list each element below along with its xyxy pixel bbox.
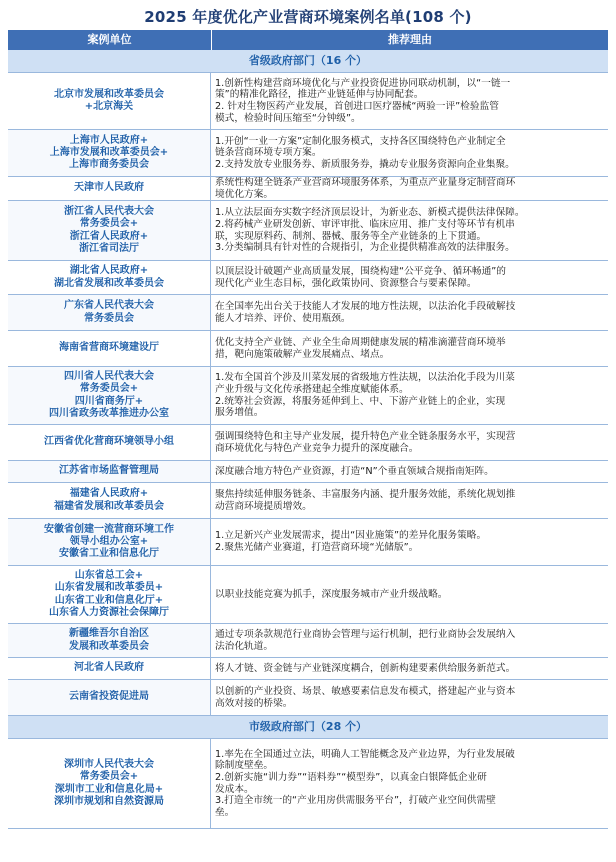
reason-line: 通过专项条款规范行业商协会管理与运行机制，把行业商协会发展纳入 xyxy=(215,628,516,640)
section-rows xyxy=(8,73,608,716)
table-row xyxy=(8,461,608,483)
reason-line: 能人才培养、评价、使用瓶颈。 xyxy=(215,312,351,324)
case-unit-line: 云南省投资促进局 xyxy=(69,691,149,703)
reason-line: 1.发布全国首个涉及川菜发展的省级地方性法规，以法治化手段为川菜 xyxy=(215,372,515,384)
reason-line: 除制度壁垒。 xyxy=(215,760,274,772)
table-row xyxy=(8,367,608,425)
case-unit-line: 浙江省司法厅 xyxy=(79,242,139,254)
case-unit xyxy=(8,739,211,828)
case-unit-line: 湖北省发展和改革委员会 xyxy=(54,277,164,289)
reason-line: 高效对接的桥梁。 xyxy=(215,697,293,709)
case-unit xyxy=(8,680,211,715)
recommendation-reason xyxy=(211,739,608,828)
case-unit-line: 山东省工业和信息化厅+ xyxy=(54,594,164,606)
reason-line: 强调围绕特色和主导产业发展，提升特色产业全链条服务水平，实现营 xyxy=(215,430,516,442)
reason-line: 策”的精准化路径，推进产业链延伸与协同配套。 xyxy=(215,89,424,101)
reason-line: 优化支持全产业链、产业全生命周期健康发展的精准滴灌营商环境举 xyxy=(215,336,506,348)
table-row xyxy=(8,73,608,130)
case-unit-line: 上海市发展和改革委员会+ xyxy=(49,146,169,158)
case-unit xyxy=(8,658,211,679)
reason-line: 2.支持发放专业服务券、新质服务券，撬动专业服务资源向企业集聚。 xyxy=(215,158,515,170)
case-unit-line: 福建省人民政府+ xyxy=(69,488,149,500)
case-unit xyxy=(8,483,211,518)
reason-line: 3.分类编制具有针对性的合规指引，为企业提供精准高效的法律服务。 xyxy=(215,242,515,254)
reason-line: 商环境优化与特色产业竞争力提升的深度融合。 xyxy=(215,442,419,454)
case-unit-line: 山东省总工会+ xyxy=(74,570,144,582)
table-row xyxy=(8,519,608,566)
case-unit-line: 上海市商务委员会 xyxy=(69,159,149,171)
reason-line: 链条营商环境专项方案。 xyxy=(215,147,322,159)
reason-line: 3.打造全市统一的“产业用房供需服务平台”，打破产业空间供需壁 xyxy=(215,795,496,807)
table-row xyxy=(8,680,608,716)
recommendation-reason xyxy=(211,566,608,623)
reason-line: 发成本。 xyxy=(215,783,254,795)
case-unit-line: 新疆维吾尔自治区 xyxy=(69,628,149,640)
header-unit: 案例单位 xyxy=(8,30,212,50)
recommendation-reason xyxy=(211,425,608,460)
table-row xyxy=(8,483,608,519)
table-row xyxy=(8,295,608,331)
reason-line: 2.聚焦光储产业赛道，打造营商环境“光储版”。 xyxy=(215,542,419,553)
section-header: 省级政府部门（16 个） xyxy=(8,50,608,73)
case-unit-line: 四川省政务改革推进办公室 xyxy=(49,407,169,419)
case-unit xyxy=(8,461,211,482)
reason-line: 以顶层设计破题产业高质量发展，围绕构建“公平竞争、循环畅通”的 xyxy=(215,265,506,277)
document-title: 2025 年度优化产业营商环境案例名单(108 个) xyxy=(144,8,472,26)
section-rows xyxy=(8,739,608,829)
case-unit-line: 浙江省人民代表大会 xyxy=(64,206,154,218)
table-row xyxy=(8,130,608,177)
reason-line: 境优化方案。 xyxy=(215,188,274,200)
reason-line: 产业升级与文化传承搭建起全维度赋能体系。 xyxy=(215,383,409,395)
reason-line: 1.创新性构建营商环境优化与产业投资促进协同联动机制，以“一链一 xyxy=(215,77,511,89)
reason-line: 措，靶向施策破解产业发展痛点、堵点。 xyxy=(215,348,390,360)
case-unit-line: +北京海关 xyxy=(84,101,134,112)
case-unit-line: 四川省商务厅+ xyxy=(74,395,144,407)
reason-line: 服务增值。 xyxy=(215,407,264,419)
case-unit-line: 山东省人力资源社会保障厅 xyxy=(49,606,169,618)
table-body xyxy=(8,50,608,829)
reason-line: 动营商环境提质增效。 xyxy=(215,500,312,512)
recommendation-reason xyxy=(211,624,608,657)
table-row xyxy=(8,739,608,829)
recommendation-reason xyxy=(211,680,608,715)
table-row xyxy=(8,425,608,461)
reason-line: 在全国率先出台关于技能人才发展的地方性法规，以法治化手段破解技 xyxy=(215,300,516,312)
reason-line: 1.立足新兴产业发展需求，提出“因业施策”的差异化服务策略。 xyxy=(215,530,487,542)
case-unit-line: 江西省优化营商环境领导小组 xyxy=(44,436,174,448)
reason-line: 2.将药械产业研发创新、审评审批、临床应用、推广支付等环节有机串 xyxy=(215,218,515,230)
case-unit-line: 福建省发展和改革委员会 xyxy=(54,500,164,512)
case-unit-line: 天津市人民政府 xyxy=(74,182,144,194)
case-unit-line: 安徽省工业和信息化厅 xyxy=(59,548,159,560)
case-unit-line: 常务委员会+ xyxy=(79,383,139,395)
reason-line: 2. 针对生物医药产业发展，首创进口医疗器械“两验一评”检验监管 xyxy=(215,101,499,112)
case-unit xyxy=(8,261,211,294)
case-unit-line: 河北省人民政府 xyxy=(74,662,144,674)
reason-line: 以创新的产业投资、场景、敏感要素信息发布模式，搭建起产业与资本 xyxy=(215,685,516,697)
case-unit xyxy=(8,201,211,260)
case-unit-line: 上海市人民政府+ xyxy=(69,134,149,146)
case-unit-line: 常务委员会 xyxy=(84,312,134,324)
reason-line: 现代化产业生态目标，强化政策协同、资源整合与要素保障。 xyxy=(215,277,477,289)
recommendation-reason xyxy=(211,73,608,129)
table-row xyxy=(8,331,608,367)
header-reason: 推荐理由 xyxy=(388,33,432,46)
case-unit-line: 浙江省人民政府+ xyxy=(69,230,149,242)
case-unit xyxy=(8,177,211,200)
case-unit xyxy=(8,624,211,657)
case-unit xyxy=(8,295,211,330)
case-unit-line: 四川省人民代表大会 xyxy=(64,371,154,383)
recommendation-reason xyxy=(211,201,608,260)
reason-line: 垒。 xyxy=(215,806,235,818)
section-header: 市级政府部门（28 个） xyxy=(8,716,608,739)
table-header xyxy=(8,30,608,50)
reason-line: 将人才链、资金链与产业链深度耦合，创新构建要素供给服务新范式。 xyxy=(215,662,516,674)
recommendation-reason xyxy=(211,261,608,294)
reason-line: 1.开创“一业一方案”定制化服务模式，支持各区围绕特色产业制定全 xyxy=(215,135,506,147)
reason-line: 2.统筹社会资源，将服务延伸到上、中、下游产业链上的企业，实现 xyxy=(215,395,506,407)
case-unit xyxy=(8,331,211,366)
reason-line: 联，实现原料药、制剂、器械、服务等全产业链条的上下贯通。 xyxy=(215,230,487,242)
reason-line: 以职业技能竞赛为抓手，深度服务城市产业升级战略。 xyxy=(215,588,448,600)
case-unit xyxy=(8,519,211,565)
table-row xyxy=(8,261,608,295)
case-unit-line: 领导小组办公室+ xyxy=(69,535,149,547)
reason-line: 深度融合地方特色产业资源，打造“N”个垂直领域合规指南矩阵。 xyxy=(215,465,494,477)
case-unit xyxy=(8,73,211,129)
recommendation-reason xyxy=(211,519,608,565)
case-unit-line: 北京市发展和改革委员会 xyxy=(54,88,164,100)
table-row xyxy=(8,658,608,680)
reason-line: 1.从立法层面夯实数字经济顶层设计，为新业态、新模式提供法律保障。 xyxy=(215,207,525,219)
case-unit-line: 江苏省市场监督管理局 xyxy=(59,465,159,477)
table-row xyxy=(8,566,608,624)
reason-line: 2.创新实施“训力券”“语料券”“模型券”，以真金白银降低企业研 xyxy=(215,771,487,783)
case-unit-line: 山东省发展和改革委员+ xyxy=(54,582,164,594)
case-unit-line: 深圳市人民代表大会 xyxy=(64,759,154,771)
case-unit-line: 深圳市工业和信息化局+ xyxy=(54,783,164,795)
recommendation-reason xyxy=(211,461,608,482)
recommendation-reason xyxy=(211,367,608,424)
reason-line: 系统性构建全链条产业营商环境服务体系，为重点产业量身定制营商环 xyxy=(215,177,516,188)
case-unit xyxy=(8,367,211,424)
case-unit-line: 安徽省创建一流营商环境工作 xyxy=(44,523,174,535)
case-unit-line: 深圳市规划和自然资源局 xyxy=(54,795,164,807)
table-row xyxy=(8,201,608,261)
case-unit-line: 广东省人民代表大会 xyxy=(64,300,154,312)
recommendation-reason xyxy=(211,658,608,679)
case-unit xyxy=(8,566,211,623)
case-unit-line: 常务委员会+ xyxy=(79,771,139,783)
case-unit xyxy=(8,130,211,176)
case-unit-line: 海南省营商环境建设厅 xyxy=(59,342,159,354)
case-unit-line: 常务委员会+ xyxy=(79,218,139,230)
table-row xyxy=(8,177,608,201)
recommendation-reason xyxy=(211,295,608,330)
reason-line: 模式，检验时间压缩至“分钟级”。 xyxy=(215,112,361,124)
case-unit-line: 发展和改革委员会 xyxy=(69,640,149,652)
reason-line: 聚焦持续延伸服务链条、丰富服务内涵、提升服务效能，系统化规划推 xyxy=(215,488,516,500)
recommendation-reason xyxy=(211,130,608,176)
recommendation-reason xyxy=(211,177,608,200)
reason-line: 法治化轨道。 xyxy=(215,640,274,652)
recommendation-reason xyxy=(211,483,608,518)
recommendation-reason xyxy=(211,331,608,366)
case-unit-line: 湖北省人民政府+ xyxy=(69,265,149,277)
reason-line: 1.率先在全国通过立法，明确人工智能概念及产业边界，为行业发展破 xyxy=(215,748,515,760)
case-unit xyxy=(8,425,211,460)
table-row xyxy=(8,624,608,658)
